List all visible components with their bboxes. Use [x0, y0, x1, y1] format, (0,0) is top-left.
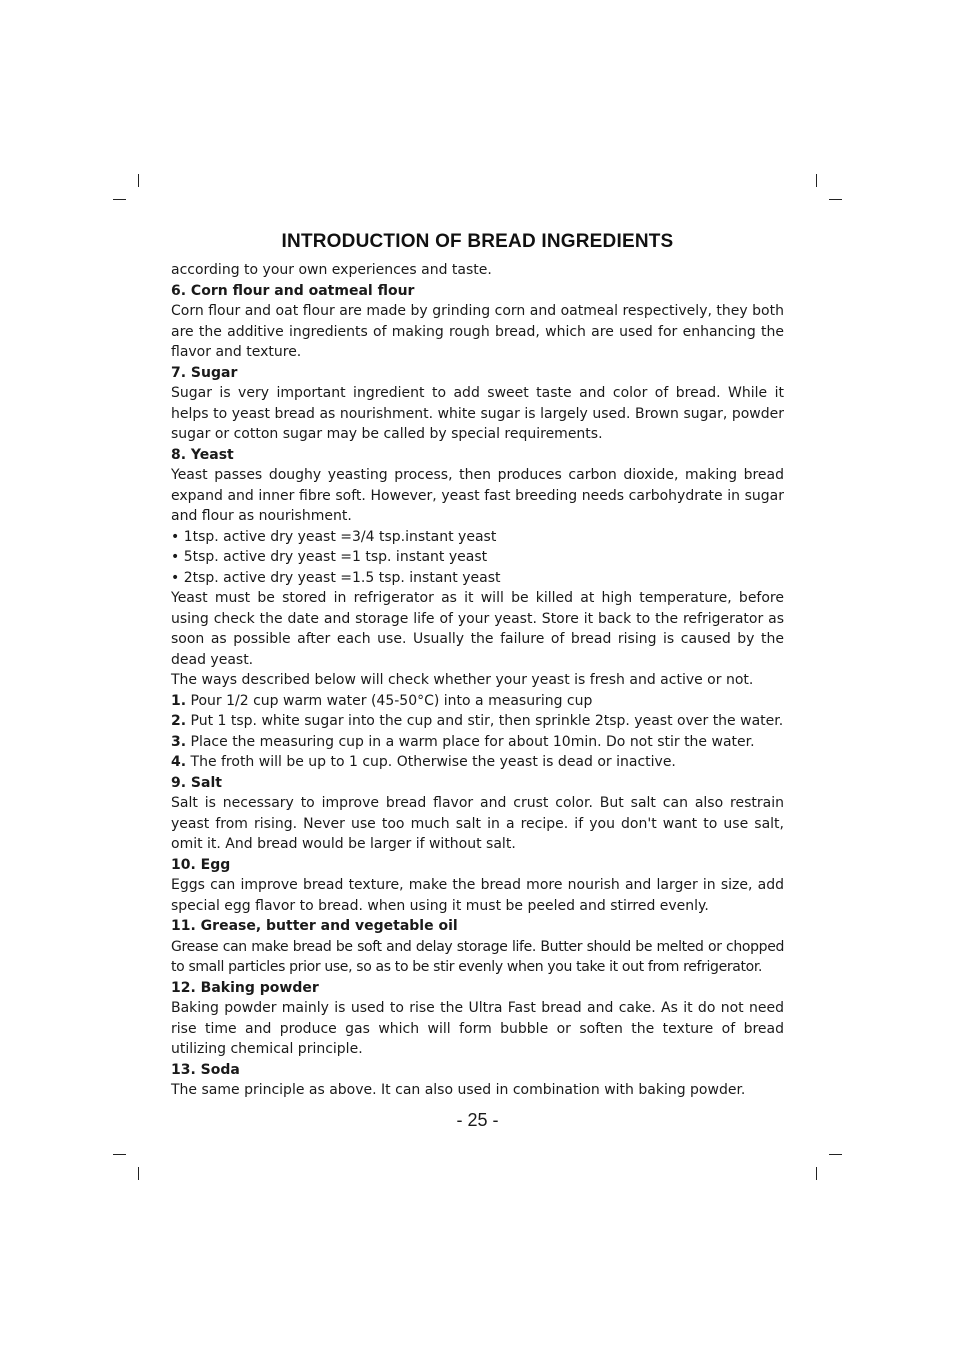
yeast-step: [171, 691, 784, 712]
section-body-grease: Grease can make bread be soft and delay storage life. Butter should be melted or chopped to small particles prior use, so as to be stir evenly when you take it out from refrigerator.: [171, 938, 784, 975]
page-number: - 25 -: [456, 1110, 499, 1130]
section-heading-sugar: 7. Sugar: [171, 364, 238, 381]
section-heading-soda: 13. Soda: [171, 1061, 240, 1078]
section-heading-grease: 11. Grease, butter and vegetable oil: [171, 918, 458, 934]
section-heading-yeast: 8. Yeast: [171, 446, 234, 463]
crop-mark-bottom-right-vertical: [816, 1167, 817, 1180]
yeast-step-text: Place the measuring cup in a warm place for about 10min. Do not stir the water.: [190, 733, 755, 750]
page-title: INTRODUCTION OF BREAD INGREDIENTS: [281, 231, 674, 252]
crop-mark-top-left-vertical: [138, 174, 139, 187]
section-body-egg: Eggs can improve bread texture, make the bread more nourish and larger in size, add special egg flavor to bread. when using it must be peeled and stirred evenly.: [171, 877, 784, 914]
section-body-soda: The same principle as above. It can also used in combination with baking powder.: [171, 1082, 746, 1098]
yeast-step-text: The froth will be up to 1 cup. Otherwise the yeast is dead or inactive.: [190, 754, 676, 770]
section-heading-baking-powder: 12. Baking powder: [171, 979, 319, 996]
crop-mark-bottom-left-vertical: [138, 1167, 139, 1180]
section-heading-salt: 9. Salt: [171, 774, 222, 791]
yeast-step-number: 1.: [171, 692, 187, 709]
yeast-step: [171, 752, 784, 773]
section-body-yeast-check: The ways described below will check whether your yeast is fresh and active or not.: [171, 672, 754, 688]
crop-mark-top-left-horizontal: [113, 199, 126, 200]
yeast-step-number: 4.: [171, 754, 187, 770]
section-body-yeast: Yeast passes doughy yeasting process, then produces carbon dioxide, making bread expand and inner fibre soft. However, yeast fast breeding needs carbohydrate in sugar and flour as nourishment.: [171, 467, 784, 524]
yeast-step-number: 2.: [171, 713, 187, 729]
yeast-step: [171, 711, 784, 732]
yeast-bullet: • 1tsp. active dry yeast =3/4 tsp.instant yeast: [171, 528, 497, 545]
yeast-step: [171, 732, 784, 753]
crop-mark-bottom-right-horizontal: [829, 1154, 842, 1155]
crop-mark-top-right-horizontal: [829, 199, 842, 200]
yeast-step-text: Pour 1/2 cup warm water (45-50°C) into a measuring cup: [190, 692, 593, 709]
section-body-sugar: Sugar is very important ingredient to add sweet taste and color of bread. While it helps to yeast bread as nourishment. white sugar is largely used. Brown sugar, powder sugar or cotton sugar may be called by special requirements.: [171, 385, 784, 442]
yeast-step-number: 3.: [171, 733, 187, 750]
section-heading-corn-flour: 6. Corn flour and oatmeal flour: [171, 282, 415, 299]
document-body: [171, 260, 784, 1101]
yeast-step-text: Put 1 tsp. white sugar into the cup and stir, then sprinkle 2tsp. yeast over the water.: [190, 713, 784, 729]
intro-continuation: according to your own experiences and taste.: [171, 262, 492, 278]
crop-mark-top-right-vertical: [816, 174, 817, 187]
section-body-baking-powder: Baking powder mainly is used to rise the Ultra Fast bread and cake. As it do not need rise time and produce gas which will form bubble or soften the texture of bread utilizing chemical principle.: [171, 1000, 784, 1057]
section-heading-egg: 10. Egg: [171, 856, 231, 873]
section-body-salt: Salt is necessary to improve bread flavor and crust color. But salt can also restrain yeast from rising. Never use too much salt in a recipe. if you don't want to use salt, omit it. And bread would be larger if without salt.: [171, 795, 784, 852]
crop-mark-bottom-left-horizontal: [113, 1154, 126, 1155]
yeast-bullet: • 5tsp. active dry yeast =1 tsp. instant yeast: [171, 549, 488, 565]
yeast-bullet: • 2tsp. active dry yeast =1.5 tsp. instant yeast: [171, 569, 501, 586]
section-body-corn-flour: Corn flour and oat flour are made by grinding corn and oatmeal respectively, they both are the additive ingredients of making rough bread, which are used for enhancing the flavor and texture.: [171, 303, 784, 360]
section-body-yeast-storage: Yeast must be stored in refrigerator as it will be killed at high temperature, before using check the date and storage life of your yeast. Store it back to the refrigerator as soon as possible after each use. Usually the failure of bread rising is caused by the dead yeast.: [171, 590, 784, 668]
